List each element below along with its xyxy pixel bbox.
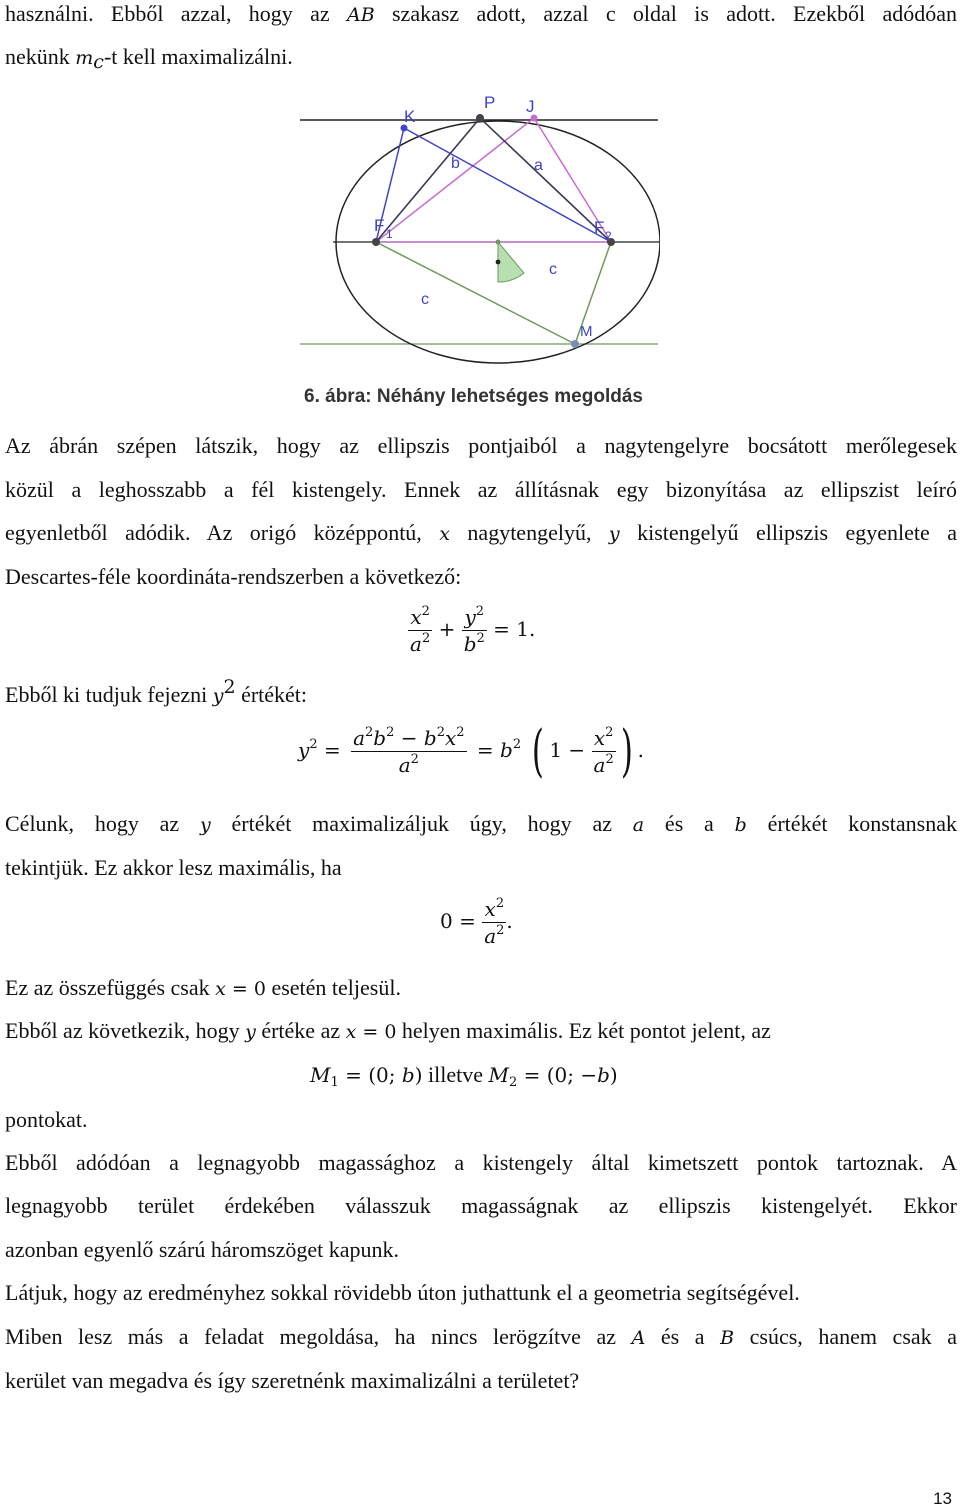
text: helyen maximális. Ez két pontot jelent, az <box>396 1018 771 1043</box>
label-c-left: c <box>421 291 429 308</box>
math-var: b <box>734 814 747 836</box>
point-M <box>571 340 579 348</box>
ellipse-diagram <box>298 90 660 410</box>
math-var: a <box>632 814 645 836</box>
text-line <box>5 810 957 839</box>
text: Ebből ki tudjuk fejezni <box>5 682 213 707</box>
math-var: x <box>439 523 450 545</box>
text: értéke az <box>255 1018 346 1043</box>
text: értékét: <box>235 682 308 707</box>
right-angle-dot <box>496 260 501 265</box>
text: használni. Ebből azzal, hogy az <box>5 1 347 26</box>
text: csúcs, hanem csak a <box>734 1324 957 1349</box>
text: pontokat. <box>5 1107 88 1132</box>
math-var: y <box>212 685 224 707</box>
text: Látjuk, hogy az eredményhez sokkal rövidebb úton juthattunk el a geometria segítségével. <box>5 1280 800 1305</box>
label-J: J <box>526 97 535 116</box>
text: kistengelyű ellipszis egyenlete a <box>619 520 958 545</box>
equation-points: $M_1 = (0$; b) illetve $M_2 = (0$; −b) <box>310 1062 618 1090</box>
math-exp: 2 <box>223 676 236 698</box>
segment-c-left <box>376 242 575 344</box>
text: Az ábrán szépen látszik, hogy az ellipszis pontjaiból a nagytengelyre bocsátott merőlegesek <box>5 433 957 458</box>
text: szakasz adott, azzal c oldal is adott. Ezekből adódóan <box>374 1 957 26</box>
math-var: B <box>720 1327 735 1349</box>
fraction: $\frac{x^2}{a^2}$ <box>484 896 505 948</box>
text-line <box>5 1017 771 1046</box>
text-line <box>5 1279 800 1307</box>
label-c-right: c <box>549 261 557 278</box>
math-expr: = 0 <box>356 1021 397 1043</box>
text-line <box>5 854 342 882</box>
text: legnagyobb terület érdekében válasszuk magasságnak az ellipszis kistengelyét. Ekkor <box>5 1193 957 1218</box>
label-F2-sub: 2 <box>605 229 612 243</box>
right-angle-marker <box>498 242 524 282</box>
math-var: y <box>608 523 620 545</box>
text: és a <box>644 811 735 836</box>
page-number: 13 <box>933 1489 952 1508</box>
text-line <box>5 1236 399 1264</box>
text: Célunk, hogy az <box>5 811 200 836</box>
text-line <box>5 1192 957 1220</box>
math-var: y <box>199 814 211 836</box>
text-line <box>5 1106 88 1134</box>
math-var: A <box>631 1327 646 1349</box>
text: értékét maximalizáljuk úgy, hogy az <box>210 811 633 836</box>
text: Miben lesz más a feladat megoldása, ha nincs lerögzítve az <box>5 1324 632 1349</box>
figure-caption: 6. ábra: Néhány lehetséges megoldás <box>304 386 643 407</box>
text: közül a leghosszabb a fél kistengely. Ennek az állításnak egy bizonyítása az ellipszist leíró <box>5 477 957 502</box>
text: Ez az összefüggés csak <box>5 975 216 1000</box>
text: Ebből adódóan a legnagyobb magassághoz a kistengely által kimetszett pontok tartoznak. A <box>5 1150 957 1175</box>
center-point <box>496 240 501 245</box>
text: azonban egyenlő szárú háromszöget kapunk. <box>5 1237 400 1262</box>
equation-rhs: = 1. <box>493 617 536 641</box>
text-line <box>5 0 957 29</box>
text-line <box>5 519 957 548</box>
text: -t kell maximalizálni. <box>103 44 293 69</box>
label-b: b <box>451 155 460 172</box>
text: tekintjük. Ez akkor lesz maximális, ha <box>5 855 342 880</box>
text-line <box>5 1149 957 1177</box>
equation-zero: 0 = $\frac{x^2}{a^2}$ . <box>440 896 513 948</box>
text-line <box>5 476 957 504</box>
math-sub: c <box>93 51 104 73</box>
label-K: K <box>404 107 416 126</box>
text-line <box>5 1323 957 1352</box>
label-F1: F <box>374 216 385 235</box>
ellipse-figure <box>298 90 660 410</box>
text: értékét konstansnak <box>746 811 958 836</box>
text: esetén teljesül. <box>265 975 401 1000</box>
fraction: $\frac{a^2b^2 - b^2x^2}{a^2}$ <box>353 725 465 777</box>
math-var: x <box>215 978 226 1000</box>
fraction: $\frac{y^2}{b^2}$ <box>463 604 485 656</box>
label-F1-sub: 1 <box>386 227 393 241</box>
label-P: P <box>484 93 496 112</box>
text: Ebből az következik, hogy <box>5 1018 246 1043</box>
label-F2: F <box>594 218 605 237</box>
point-F1 <box>372 238 380 246</box>
text: nekünk <box>5 44 76 69</box>
text: és a <box>645 1324 721 1349</box>
operator: + <box>438 617 456 641</box>
math-var: y <box>245 1021 256 1043</box>
text-line <box>5 974 401 1003</box>
text: kerület van megadva és így szeretnénk maximalizálni a területet? <box>5 1368 580 1393</box>
equation-y-squared: $y^2$ = $\frac{a^2b^2 - b^2x^2}{a^2}$ = $b^2$ ( 1 − $\frac{x^2}{a^2}$ ) . <box>298 718 644 784</box>
text: nagytengelyű, <box>449 520 609 545</box>
label-M: M <box>580 323 593 340</box>
text-line <box>5 432 957 460</box>
math-var: x <box>345 1021 357 1043</box>
fraction: $\frac{x^2}{a^2}$ <box>593 725 614 777</box>
text: egyenletből adódik. Az origó középpontú, <box>5 520 440 545</box>
text-line <box>5 676 308 710</box>
segment-violet-1 <box>376 118 534 242</box>
math-var: AB <box>346 4 375 26</box>
text: Descartes-féle koordináta-rendszerben a következő: <box>5 564 462 589</box>
text-line <box>5 563 461 591</box>
equation-ellipse <box>408 604 535 657</box>
text-line <box>5 43 293 72</box>
text-line <box>5 1367 579 1395</box>
math-expr: = 0 <box>225 978 266 1000</box>
fraction: $\frac{x^2}{a^2}$ <box>410 604 431 656</box>
point-P <box>476 114 484 122</box>
label-a: a <box>534 157 543 174</box>
math-var: m <box>75 47 94 69</box>
